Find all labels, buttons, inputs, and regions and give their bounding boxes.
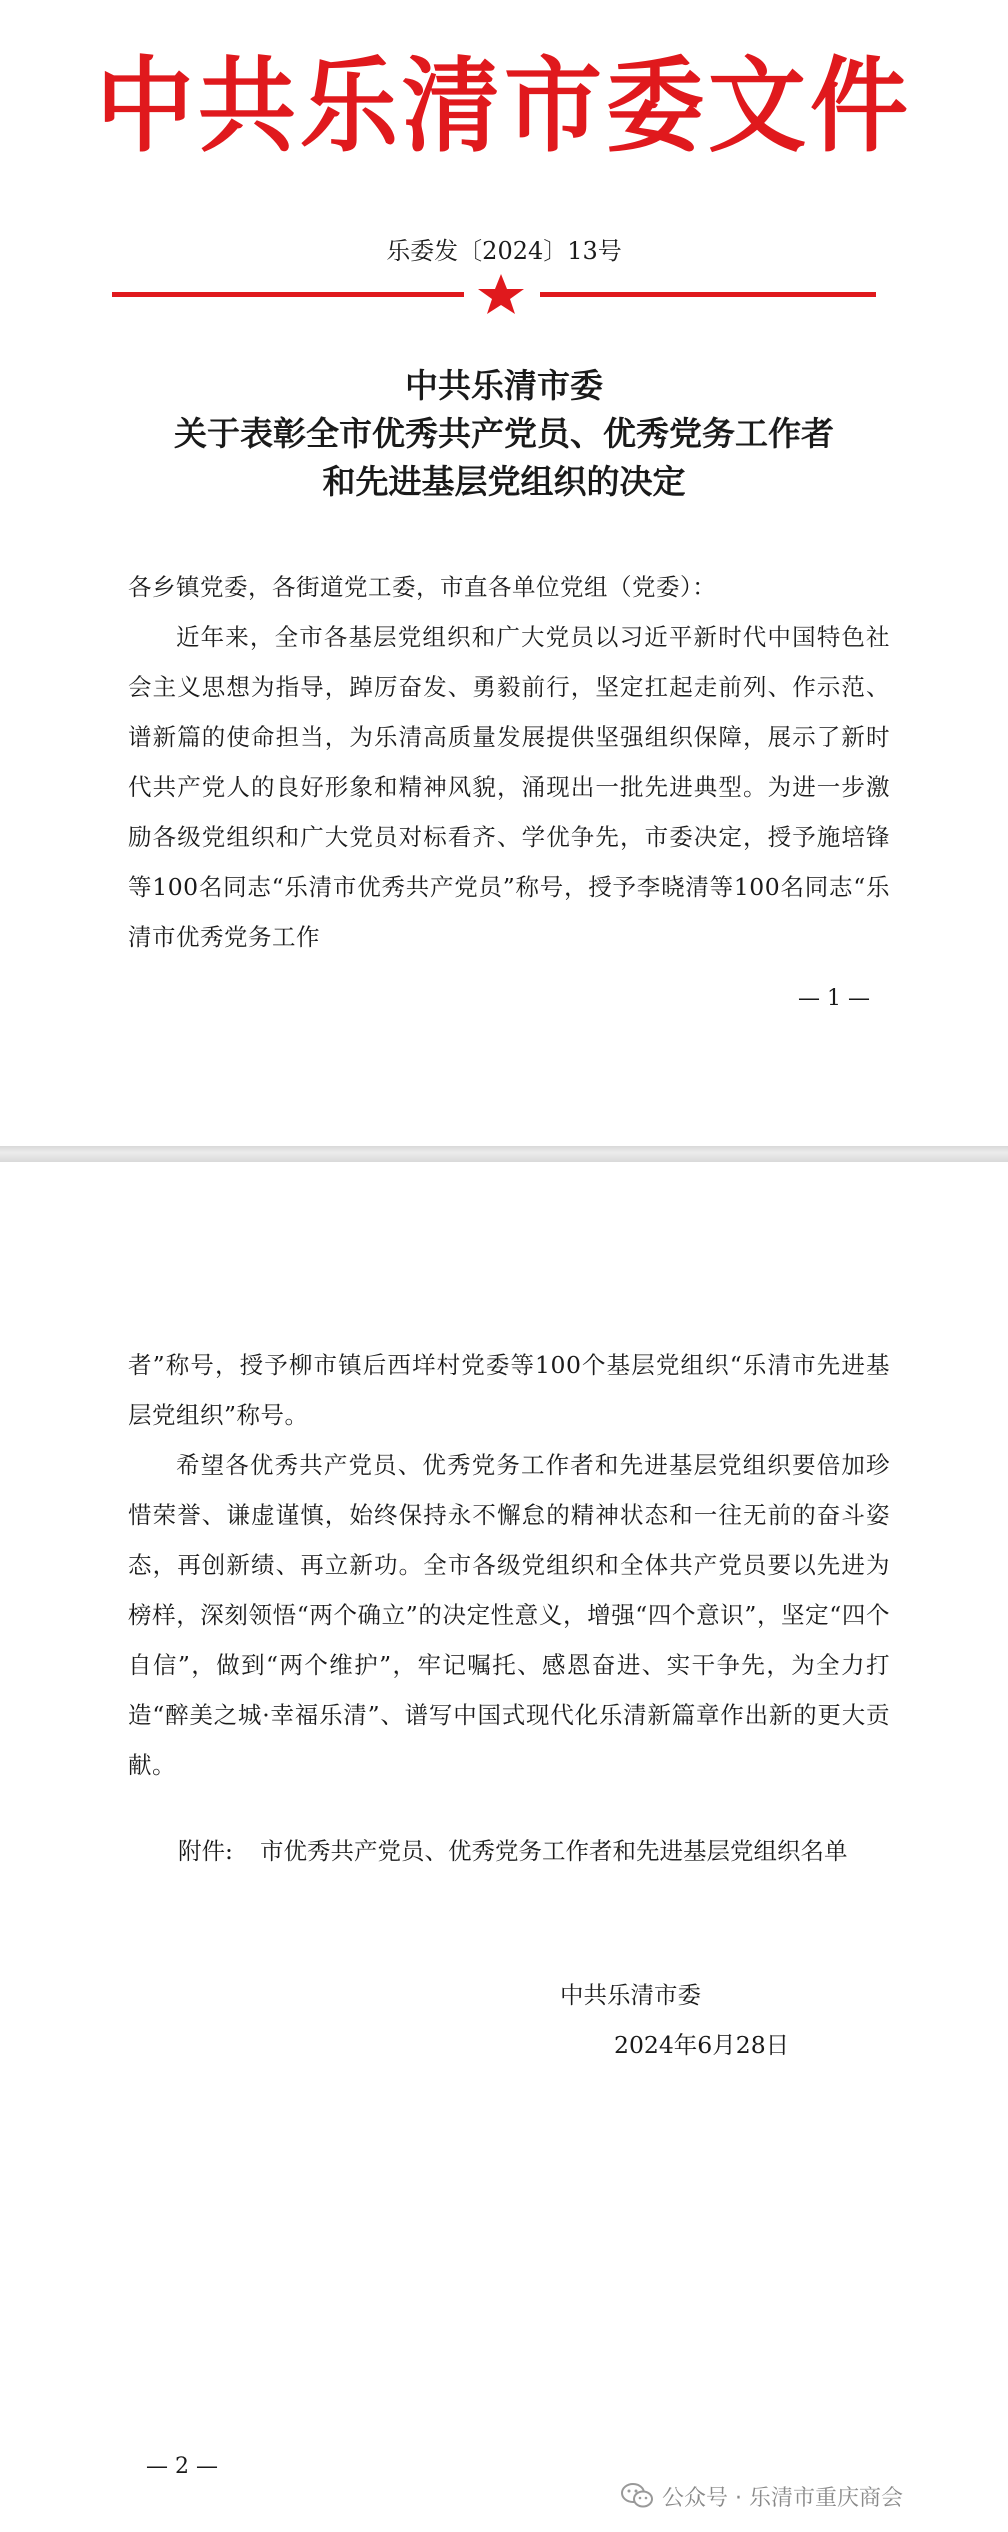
- salutation: 各乡镇党委，各街道党工委，市直各单位党组（党委）：: [128, 573, 717, 601]
- red-rule-right: [540, 292, 876, 297]
- title-line-3: 和先进基层党组织的决定: [322, 462, 686, 501]
- attachment-text: 市优秀共产党员、优秀党务工作者和先进基层党组织名单: [260, 1837, 848, 1865]
- paragraph-1: 近年来，全市各基层党组织和广大党员以习近平新时代中国特色社会主义思想为指导，踔厉奋发、勇毅前行，坚定扛起走前列、作示范、谱新篇的使命担当，为乐清高质量发展提供坚强组织保障，展示了新时代共产党人的良好形象和精神风貌，涌现出一批先进典型。为进一步激励各级党组织和广大党员对标看齐、学优争先，市委决定，授予施培锋等100名同志“乐清市优秀共产党员”称号，授予李晓清等100名同志“乐清市优秀党务工作: [128, 623, 890, 951]
- red-rule-left: [112, 292, 464, 297]
- red-star-icon: [474, 272, 528, 316]
- document-page-1: [0, 0, 1008, 1146]
- document-title: [0, 362, 1008, 506]
- page-separator: [0, 1146, 1008, 1162]
- paragraph-1-continued: 者”称号，授予柳市镇后西垟村党委等100个基层党组织“乐清市先进基层党组织”称号。: [128, 1351, 890, 1429]
- masthead-title: 中共乐清市委文件: [95, 47, 912, 167]
- watermark-text: 公众号 · 乐清市重庆商会: [662, 2485, 903, 2511]
- document-number: 乐委发〔2024〕13号: [386, 237, 622, 265]
- attachment-label: 附件:: [178, 1837, 233, 1865]
- paragraph-2: 希望各优秀共产党员、优秀党务工作者和先进基层党组织要倍加珍惜荣誉、谦虚谨慎，始终保持永不懈怠的精神状态和一往无前的奋斗姿态，再创新绩、再立新功。全市各级党组织和全体共产党员要以先进为榜样，深刻领悟“两个确立”的决定性意义，增强“四个意识”，坚定“四个自信”，做到“两个维护”，牢记嘱托、感恩奋进、实干争先，为全力打造“醉美之城·幸福乐清”、谱写中国式现代化乐清新篇章作出新的更大贡献。: [128, 1451, 890, 1779]
- page-number-2: — 2 —: [146, 2454, 218, 2479]
- title-line-1: 中共乐清市委: [405, 366, 603, 405]
- page-number-1: — 1 —: [798, 986, 870, 1011]
- title-line-2: 关于表彰全市优秀共产党员、优秀党务工作者: [174, 414, 834, 453]
- signature: 中共乐清市委: [560, 1981, 701, 2009]
- wechat-icon: [620, 2481, 654, 2511]
- issue-date: 2024年6月28日: [614, 2031, 790, 2059]
- watermark: [620, 2478, 903, 2514]
